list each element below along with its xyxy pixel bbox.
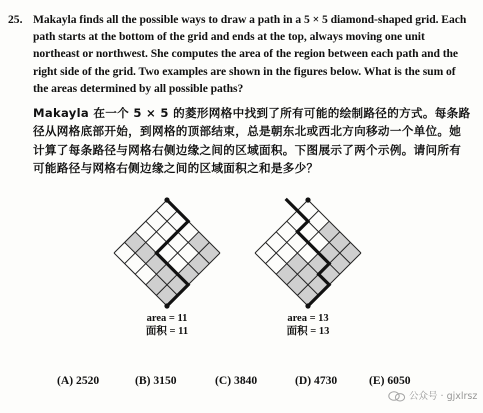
choice-d[interactable] <box>295 374 337 387</box>
figure-1 <box>102 195 232 345</box>
choice-b[interactable] <box>135 374 177 387</box>
path-start-dot <box>164 303 169 308</box>
figure-2-area-cn: 面积 = 13 <box>286 326 330 337</box>
choice-c-value: 3840 <box>234 374 258 387</box>
figure-2-grid <box>243 195 373 315</box>
figure-2-area-en: area = 13 <box>287 313 329 324</box>
choice-e-value: 6050 <box>387 374 411 387</box>
watermark <box>388 388 477 402</box>
choice-c-label: (C) <box>215 374 232 387</box>
path-end-dot <box>305 197 310 202</box>
watermark-text: 公众号 · gjxlrsz <box>409 391 478 402</box>
path-start-dot <box>305 303 310 308</box>
figure-1-grid <box>102 195 232 315</box>
choice-e[interactable] <box>369 374 411 387</box>
figure-1-area-cn: 面积 = 11 <box>145 326 189 337</box>
choice-d-value: 4730 <box>314 374 338 387</box>
choice-e-label: (E) <box>369 374 385 387</box>
choice-a[interactable] <box>57 374 99 387</box>
problem-text-chinese: Makayla 在一个 5 × 5 的菱形网格中找到了所有可能的绘制路径的方式。每条路径从网格底部开始，到网格的顶部结束，总是朝东北或西北方向移动一个单位。她计算了每条路径与网格右侧边缘之间的区域面积。下图展示了两个示例。请问所有可能路径与网格右侧边缘之间的区域面积之和是多少？ <box>33 106 471 176</box>
wechat-logo-icon <box>388 391 406 402</box>
choice-d-label: (D) <box>295 374 312 387</box>
choice-a-value: 2520 <box>76 374 100 387</box>
choice-b-value: 3150 <box>153 374 177 387</box>
problem-text-english: Makayla finds all the possible ways to draw a path in a 5 × 5 diamond-shaped grid. Each path starts at the bottom of the grid and ends at the top, always moving one unit northeast or northwest. She computes the area of the region between each path and the right side of the grid. Two examples are shown in the figures below. What is the sum of the areas determined by all possible paths? <box>33 13 467 95</box>
figure-2 <box>243 195 373 345</box>
choice-c[interactable] <box>215 374 257 387</box>
grid-line <box>255 200 308 253</box>
choice-b-label: (B) <box>135 374 151 387</box>
problem-number: 25. <box>8 13 23 26</box>
path-end-dot <box>164 197 169 202</box>
figure-1-area-en: area = 11 <box>146 313 188 324</box>
choice-a-label: (A) <box>57 374 74 387</box>
grid-line <box>266 211 319 264</box>
